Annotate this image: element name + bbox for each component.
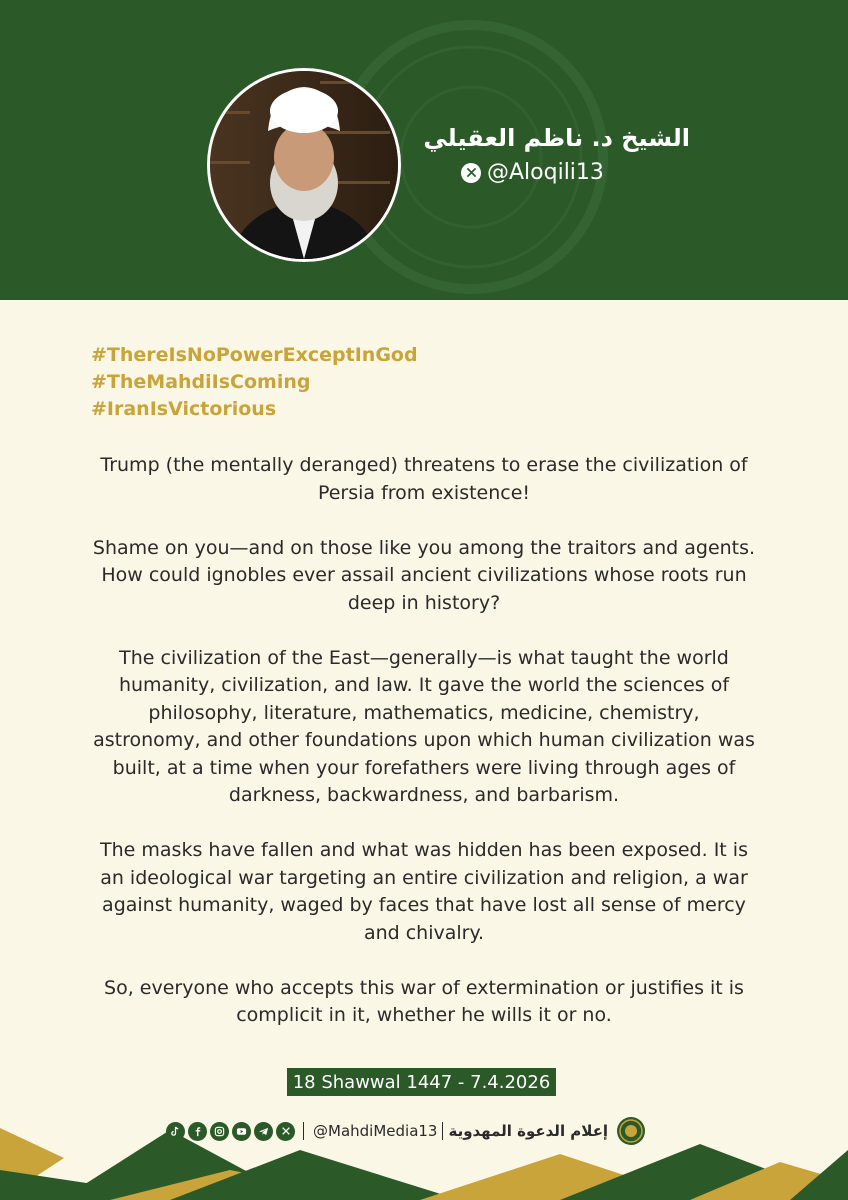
hashtag[interactable]: #TheMahdiIsComing (91, 371, 311, 393)
divider (442, 1122, 443, 1140)
x-icon[interactable] (276, 1122, 295, 1141)
author-name: الشيخ د. ناظم العقيلي (423, 124, 690, 152)
author-handle: @Aloqili13 (487, 160, 604, 185)
paragraph: Trump (the mentally deranged) threatens to erase the civilization of Persia from existence! (100, 454, 748, 504)
youtube-icon[interactable] (232, 1122, 251, 1141)
avatar (207, 68, 401, 262)
author-handle-row[interactable] (461, 160, 604, 185)
statement-body (92, 452, 756, 1057)
instagram-icon[interactable] (210, 1122, 229, 1141)
hashtag[interactable]: #ThereIsNoPowerExceptInGod (91, 344, 418, 366)
org-name: إعلام الدعوة المهدوية (448, 1122, 609, 1140)
paragraph: The civilization of the East—generally—is what taught the world humanity, civilization, and law. It gave the world the sciences of philosophy, literature, mathematics, medicine, chemistry, astronomy, and other foundations upon which human civilization was built, at a time when your forefathers were living through ages of darkness, backwardness, and barbarism. (93, 646, 755, 806)
paragraph: So, everyone who accepts this war of extermination or justifies it is complicit in it, whether he wills it or no. (104, 976, 744, 1026)
footer-handle[interactable]: @MahdiMedia13 (313, 1122, 438, 1140)
paragraph: Shame on you—and on those like you among the traitors and agents. How could ignobles ever assail ancient civilizations whose roots run deep in history? (92, 536, 756, 614)
facebook-icon[interactable] (188, 1122, 207, 1141)
x-icon (461, 163, 481, 183)
tiktok-icon[interactable] (166, 1122, 185, 1141)
org-logo-icon (616, 1116, 646, 1146)
telegram-icon[interactable] (254, 1122, 273, 1141)
paragraph: The masks have fallen and what was hidden has been exposed. It is an ideological war targeting an entire civilization and religion, a war against humanity, waged by faces that have lost all sense of mercy and chivalry. (100, 839, 748, 944)
hashtag[interactable]: #IranIsVictorious (91, 398, 277, 420)
hashtag-list (91, 342, 418, 423)
divider (303, 1122, 304, 1140)
header-banner (0, 0, 848, 300)
social-links (166, 1122, 298, 1141)
date-badge: 18 Shawwal 1447 - 7.4.2026 (287, 1068, 556, 1096)
footer-bar (166, 1114, 646, 1148)
